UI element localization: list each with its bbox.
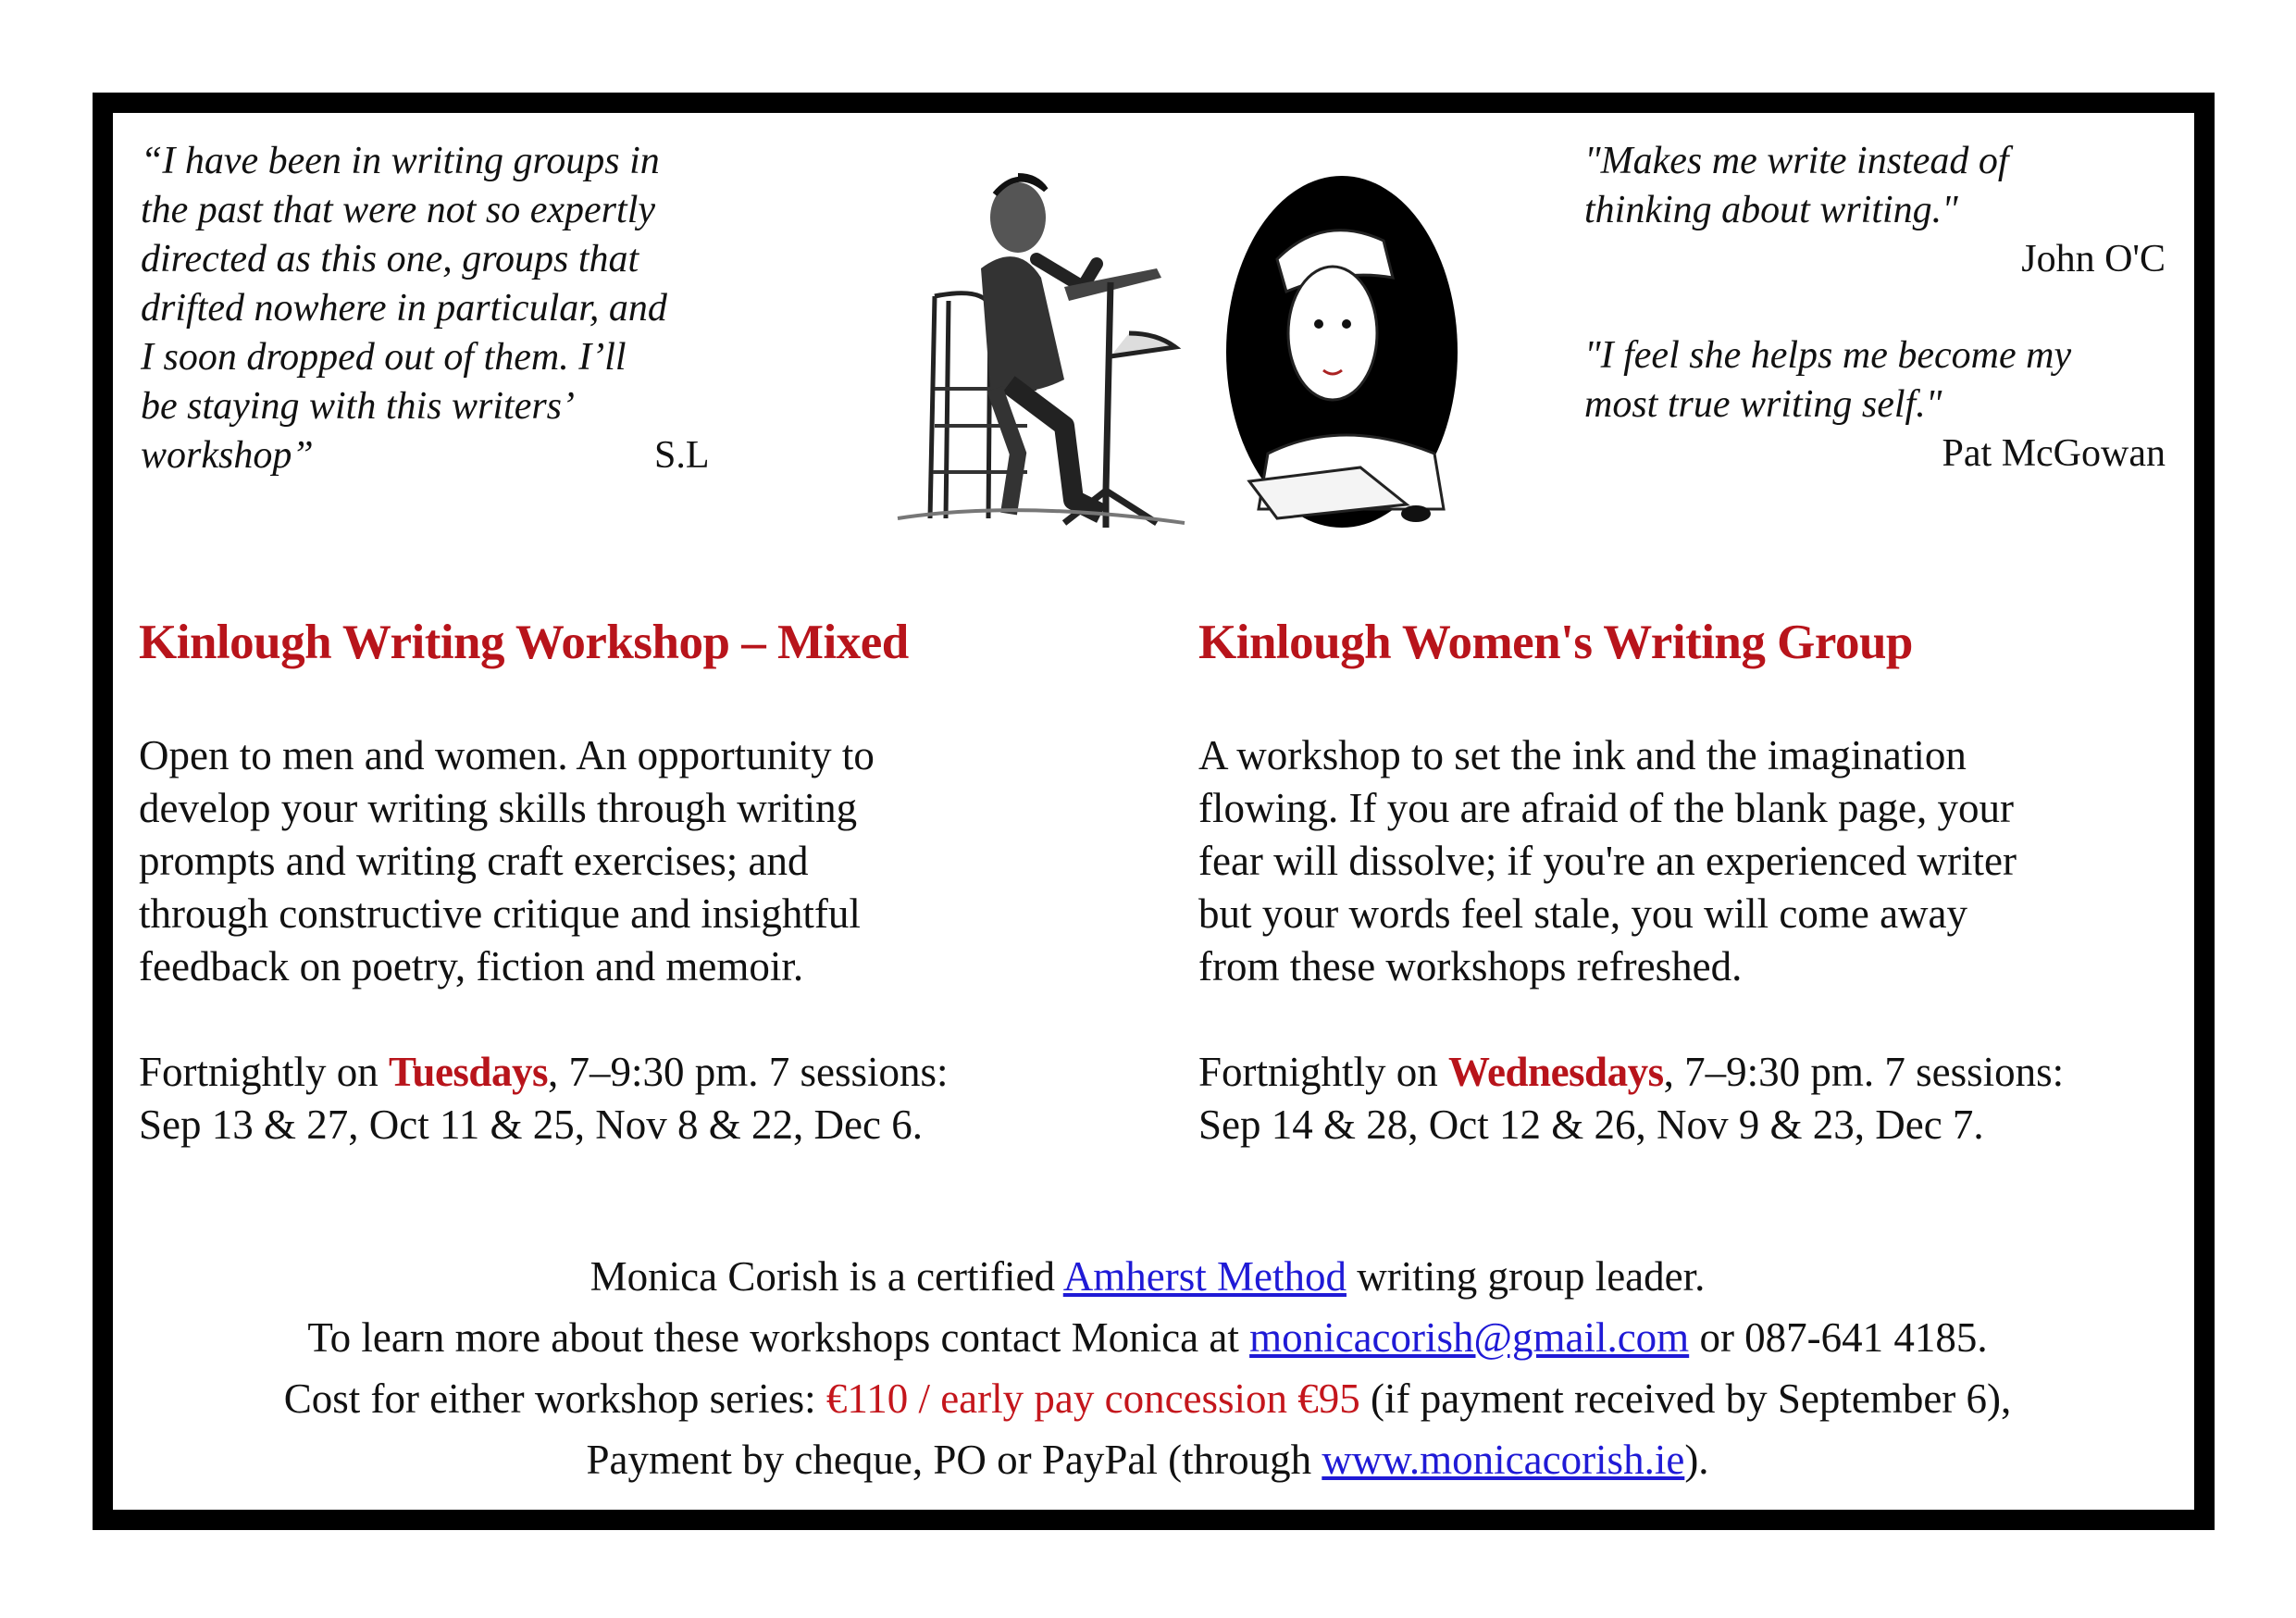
leader-text-end: writing group leader. bbox=[1346, 1253, 1706, 1300]
cost-text: Cost for either workshop series: bbox=[283, 1375, 826, 1422]
womens-group-description bbox=[1198, 729, 2179, 993]
payment-text-end: ). bbox=[1684, 1437, 1709, 1483]
description-line: develop your writing skills through writing bbox=[139, 785, 858, 831]
schedule-prefix: Fortnightly on bbox=[1198, 1049, 1449, 1095]
womens-group-schedule bbox=[1198, 1046, 2235, 1151]
quote-line: directed as this one, groups that bbox=[141, 238, 639, 280]
quote-author: Pat McGowan bbox=[1942, 432, 2166, 475]
quote-author: S.L bbox=[654, 434, 710, 477]
schedule-dates: Sep 14 & 28, Oct 12 & 26, Nov 9 & 23, Dec 7. bbox=[1198, 1101, 1984, 1148]
testimonial-right-1 bbox=[1584, 137, 2177, 284]
mixed-workshop-description bbox=[139, 729, 1120, 993]
quote-line: "I feel she helps me become my bbox=[1584, 334, 2072, 377]
quote-line: I soon dropped out of them. I’ll bbox=[141, 336, 627, 379]
quote-line: the past that were not so expertly bbox=[141, 189, 656, 231]
description-line: fear will dissolve; if you're an experienced writer bbox=[1198, 838, 2017, 884]
contact-footer bbox=[139, 1246, 2156, 1490]
email-link[interactable]: monicacorish@gmail.com bbox=[1249, 1314, 1690, 1361]
payment-text: Payment by cheque, PO or PayPal (through bbox=[586, 1437, 1322, 1483]
woman-reading-figure bbox=[1226, 176, 1458, 528]
man-writing-figure bbox=[898, 176, 1185, 528]
description-line: through constructive critique and insightful bbox=[139, 890, 861, 937]
payment-line bbox=[139, 1429, 2156, 1490]
contact-line bbox=[139, 1307, 2156, 1368]
price-text: €110 / early pay concession €95 bbox=[825, 1375, 1360, 1422]
amherst-method-link[interactable]: Amherst Method bbox=[1062, 1253, 1347, 1300]
quote-line: workshop” bbox=[141, 434, 314, 477]
description-line: Open to men and women. An opportunity to bbox=[139, 732, 875, 778]
testimonial-right-2 bbox=[1584, 331, 2177, 479]
womens-group-title: Kinlough Women's Writing Group bbox=[1198, 616, 1913, 669]
description-line: A workshop to set the ink and the imagination bbox=[1198, 732, 1967, 778]
quote-line: drifted nowhere in particular, and bbox=[141, 287, 667, 330]
schedule-day: Tuesdays bbox=[389, 1049, 548, 1095]
quote-line: most true writing self." bbox=[1584, 383, 1942, 426]
schedule-time: , 7–9:30 pm. 7 sessions: bbox=[1663, 1049, 2065, 1095]
schedule-prefix: Fortnightly on bbox=[139, 1049, 390, 1095]
mixed-workshop-schedule bbox=[139, 1046, 1175, 1151]
quote-line: "Makes me write instead of bbox=[1584, 140, 2009, 182]
contact-text: To learn more about these workshops contact Monica at bbox=[307, 1314, 1250, 1361]
quote-line: thinking about writing." bbox=[1584, 189, 1958, 231]
description-line: feedback on poetry, fiction and memoir. bbox=[139, 943, 804, 989]
leader-text: Monica Corish is a certified bbox=[590, 1253, 1063, 1300]
description-line: but your words feel stale, you will come away bbox=[1198, 890, 1968, 937]
cost-line bbox=[139, 1368, 2156, 1429]
leader-line bbox=[139, 1246, 2156, 1307]
schedule-dates: Sep 13 & 27, Oct 11 & 25, Nov 8 & 22, Dec 6. bbox=[139, 1101, 924, 1148]
description-line: from these workshops refreshed. bbox=[1198, 943, 1743, 989]
schedule-day: Wednesdays bbox=[1448, 1049, 1664, 1095]
mixed-workshop-title: Kinlough Writing Workshop – Mixed bbox=[139, 616, 909, 669]
description-line: prompts and writing craft exercises; and bbox=[139, 838, 809, 884]
quote-line: “I have been in writing groups in bbox=[141, 140, 660, 182]
website-link[interactable]: www.monicacorish.ie bbox=[1322, 1437, 1685, 1483]
writers-illustration bbox=[879, 148, 1490, 537]
quote-line: be staying with this writers’ bbox=[141, 385, 576, 428]
phone-text: or 087-641 4185. bbox=[1689, 1314, 1988, 1361]
cost-note: (if payment received by September 6), bbox=[1359, 1375, 2012, 1422]
quote-author: John O'C bbox=[2021, 238, 2166, 280]
description-line: flowing. If you are afraid of the blank page, your bbox=[1198, 785, 2014, 831]
schedule-time: , 7–9:30 pm. 7 sessions: bbox=[547, 1049, 949, 1095]
testimonial-left bbox=[141, 137, 733, 480]
